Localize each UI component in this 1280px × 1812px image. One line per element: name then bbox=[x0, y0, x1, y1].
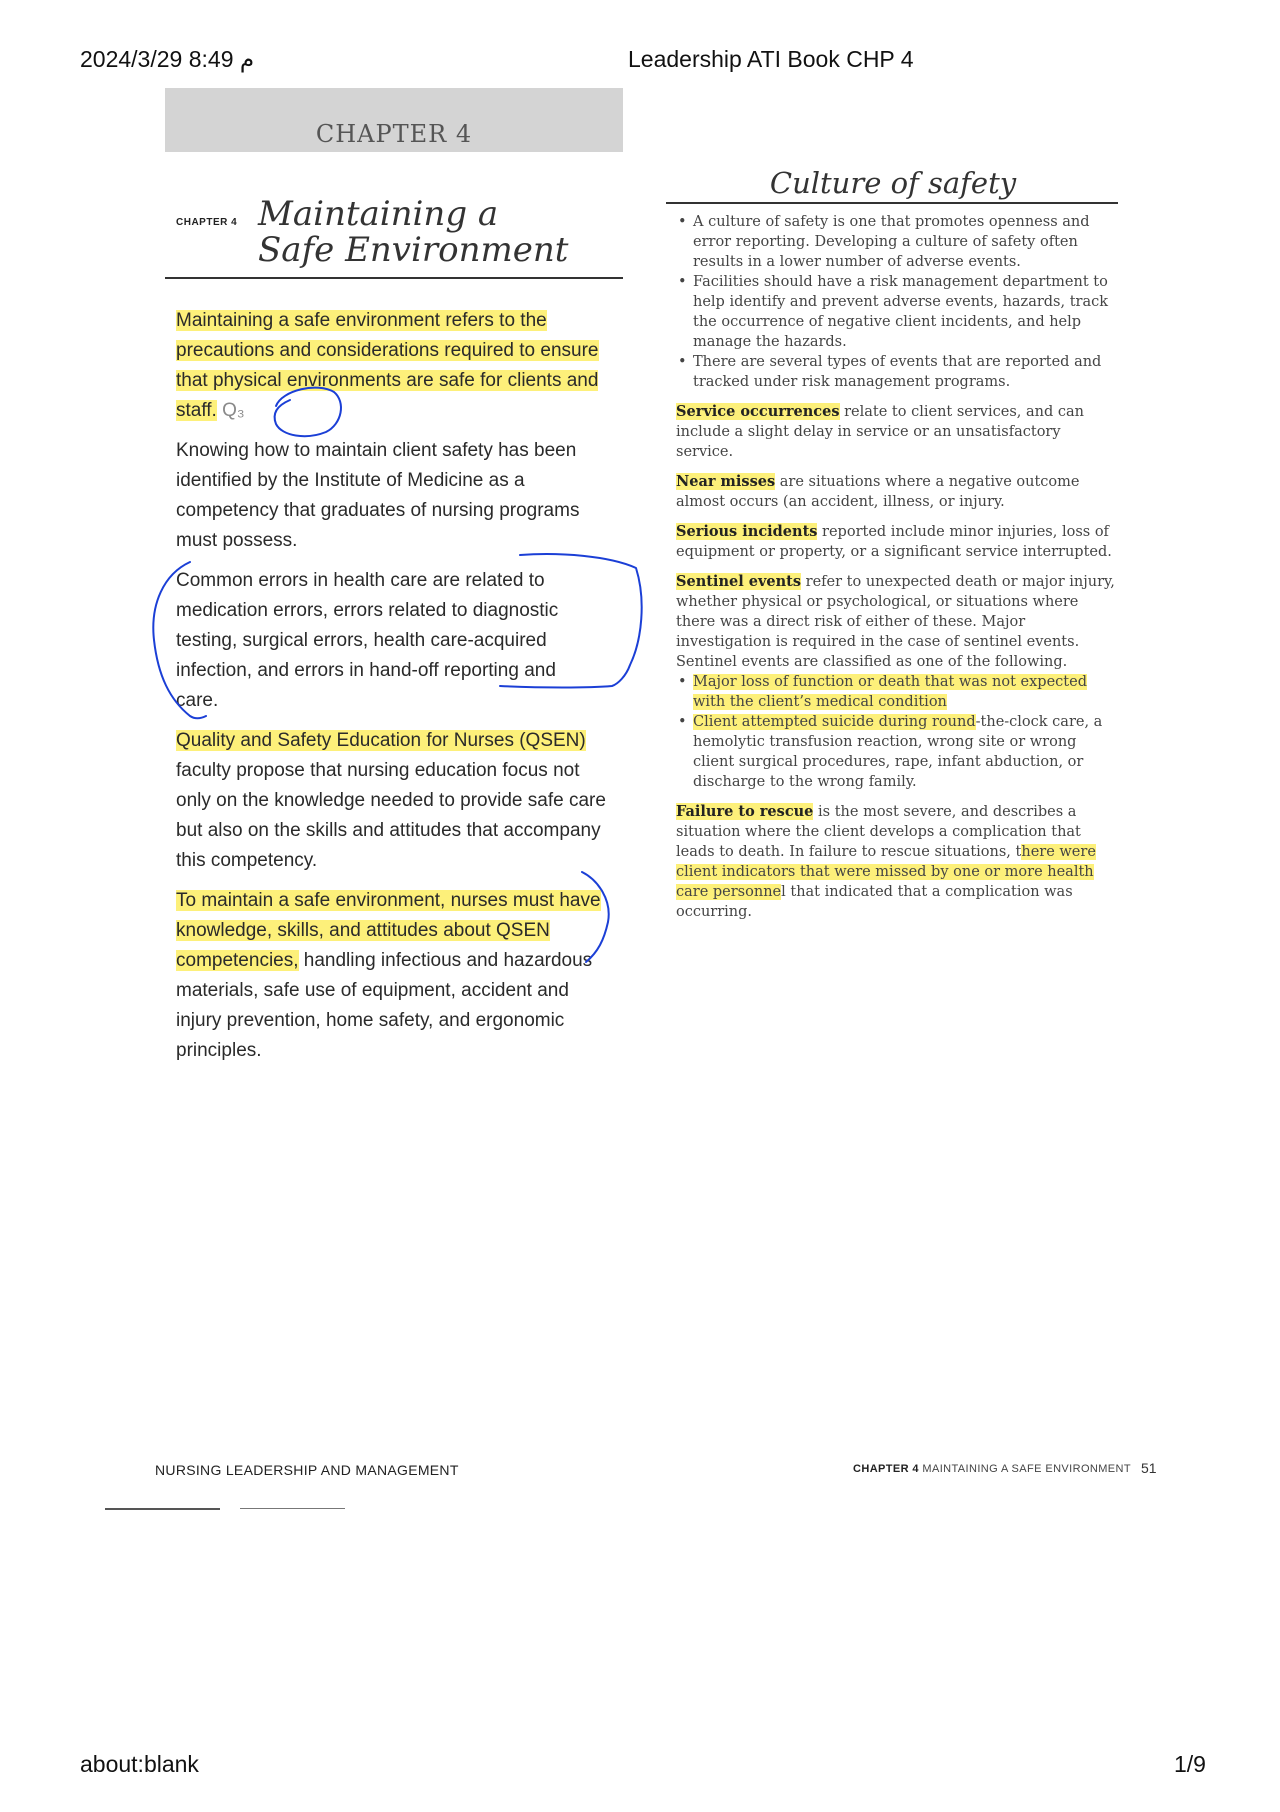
footer-chapter-number: CHAPTER 4 bbox=[853, 1463, 919, 1475]
footer-chapter-title: MAINTAINING A SAFE ENVIRONMENT bbox=[918, 1463, 1132, 1475]
print-doc-title: Leadership ATI Book CHP 4 bbox=[628, 46, 914, 72]
chapter-title-line1: Maintaining a bbox=[258, 194, 499, 234]
sentinel-text: refer to unexpected death or major injury, whether physical or psychological, or situations where there was a direct risk of either of these. Major investigation is required in the case of sentinel events. Sentinel events are classified as one of the following. bbox=[676, 574, 1115, 670]
safe-env-highlight: To maintain a safe environment, nurses must have knowledge, skills, and attitudes about QSEN competencies, bbox=[176, 890, 601, 971]
failure-text-end: l that indicated that a complication was occurring. bbox=[676, 884, 1073, 920]
serious-text: reported include minor injuries, loss of equipment or property, or a significant service interrupted. bbox=[676, 524, 1112, 560]
near-text: are situations where a negative outcome almost occurs (an accident, illness, or injury. bbox=[676, 474, 1080, 510]
sentinel-bullet-text: -the-clock care, a hemolytic transfusion reaction, wrong site or wrong client surgical procedures, rape, infant abduction, or discharge to the wrong family. bbox=[693, 714, 1103, 790]
sentinel-bullet-highlight: Client attempted suicide during round bbox=[693, 714, 976, 730]
sentinel-bullet-text: Major loss of function or death that was not expected with the client’s medical condition bbox=[693, 674, 1087, 710]
sentinel-term: Sentinel events bbox=[676, 573, 802, 590]
print-datetime: م 8:49 2024/3/29 bbox=[80, 46, 255, 72]
failure-highlight: here were client indicators that were missed by one or more health care personne bbox=[676, 844, 1096, 900]
footer-chapter bbox=[853, 1463, 1131, 1475]
service-term: Service occurrences bbox=[676, 403, 840, 420]
failure-text: is the most severe, and describes a situation where the client develops a complication that leads to death. In failure to rescue situations, t bbox=[676, 804, 1081, 860]
scan-artifact bbox=[240, 1508, 345, 1509]
print-url: about:blank bbox=[80, 1751, 199, 1777]
qsen-highlight: Quality and Safety Education for Nurses (QSEN) bbox=[176, 730, 586, 751]
bracket-annotation bbox=[153, 562, 206, 718]
culture-bullet: • A culture of safety is one that promotes openness and error reporting. Developing a culture of safety often results in a lower number of adverse events. bbox=[676, 212, 1116, 272]
chapter-band-label: CHAPTER 4 bbox=[315, 120, 473, 148]
serious-term: Serious incidents bbox=[676, 523, 818, 540]
print-page-count: 1/9 bbox=[1174, 1751, 1206, 1777]
safe-env-text: handling infectious and hazardous materials, safe use of equipment, accident and injury prevention, home safety, and ergonomic principles. bbox=[176, 950, 593, 1061]
bracket-annotation bbox=[500, 554, 642, 687]
near-term: Near misses bbox=[676, 473, 776, 490]
footer-book-title: NURSING LEADERSHIP AND MANAGEMENT bbox=[155, 1462, 459, 1478]
qsen-text: faculty propose that nursing education focus not only on the knowledge needed to provide safe care but also on the skills and attitudes that accompany this competency. bbox=[176, 760, 606, 871]
bracket-annotation bbox=[582, 872, 609, 962]
culture-bullet: • Facilities should have a risk management department to help identify and prevent adverse events, hazards, track the occurrence of negative client incidents, and help manage the hazards. bbox=[676, 272, 1116, 352]
footer-page-number: 51 bbox=[1141, 1460, 1157, 1476]
chapter-title-line2: Safe Environment bbox=[258, 230, 569, 270]
intro-note: Q₃ bbox=[222, 400, 245, 421]
scan-artifact bbox=[105, 1508, 220, 1510]
intro-text: Maintaining a safe environment refers to the precautions and considerations required to ensure that physical environments are safe for clients and staff. bbox=[176, 310, 599, 421]
culture-heading: Culture of safety bbox=[769, 166, 1017, 200]
paragraph-common-errors: Common errors in health care are related to medication errors, errors related to diagnostic testing, surgical errors, health care-acquired infection, and errors in hand-off reporting and care. bbox=[176, 570, 559, 711]
service-text: relate to client services, and can include a slight delay in service or an unsatisfactory service. bbox=[676, 404, 1084, 460]
chapter-label: CHAPTER 4 bbox=[176, 217, 238, 228]
paragraph-iom: Knowing how to maintain client safety has been identified by the Institute of Medicine as a competency that graduates of nursing programs must possess. bbox=[176, 440, 580, 551]
failure-term: Failure to rescue bbox=[676, 803, 814, 820]
circle-annotation bbox=[275, 388, 341, 437]
culture-bullet: • There are several types of events that are reported and tracked under risk management programs. bbox=[676, 352, 1116, 392]
